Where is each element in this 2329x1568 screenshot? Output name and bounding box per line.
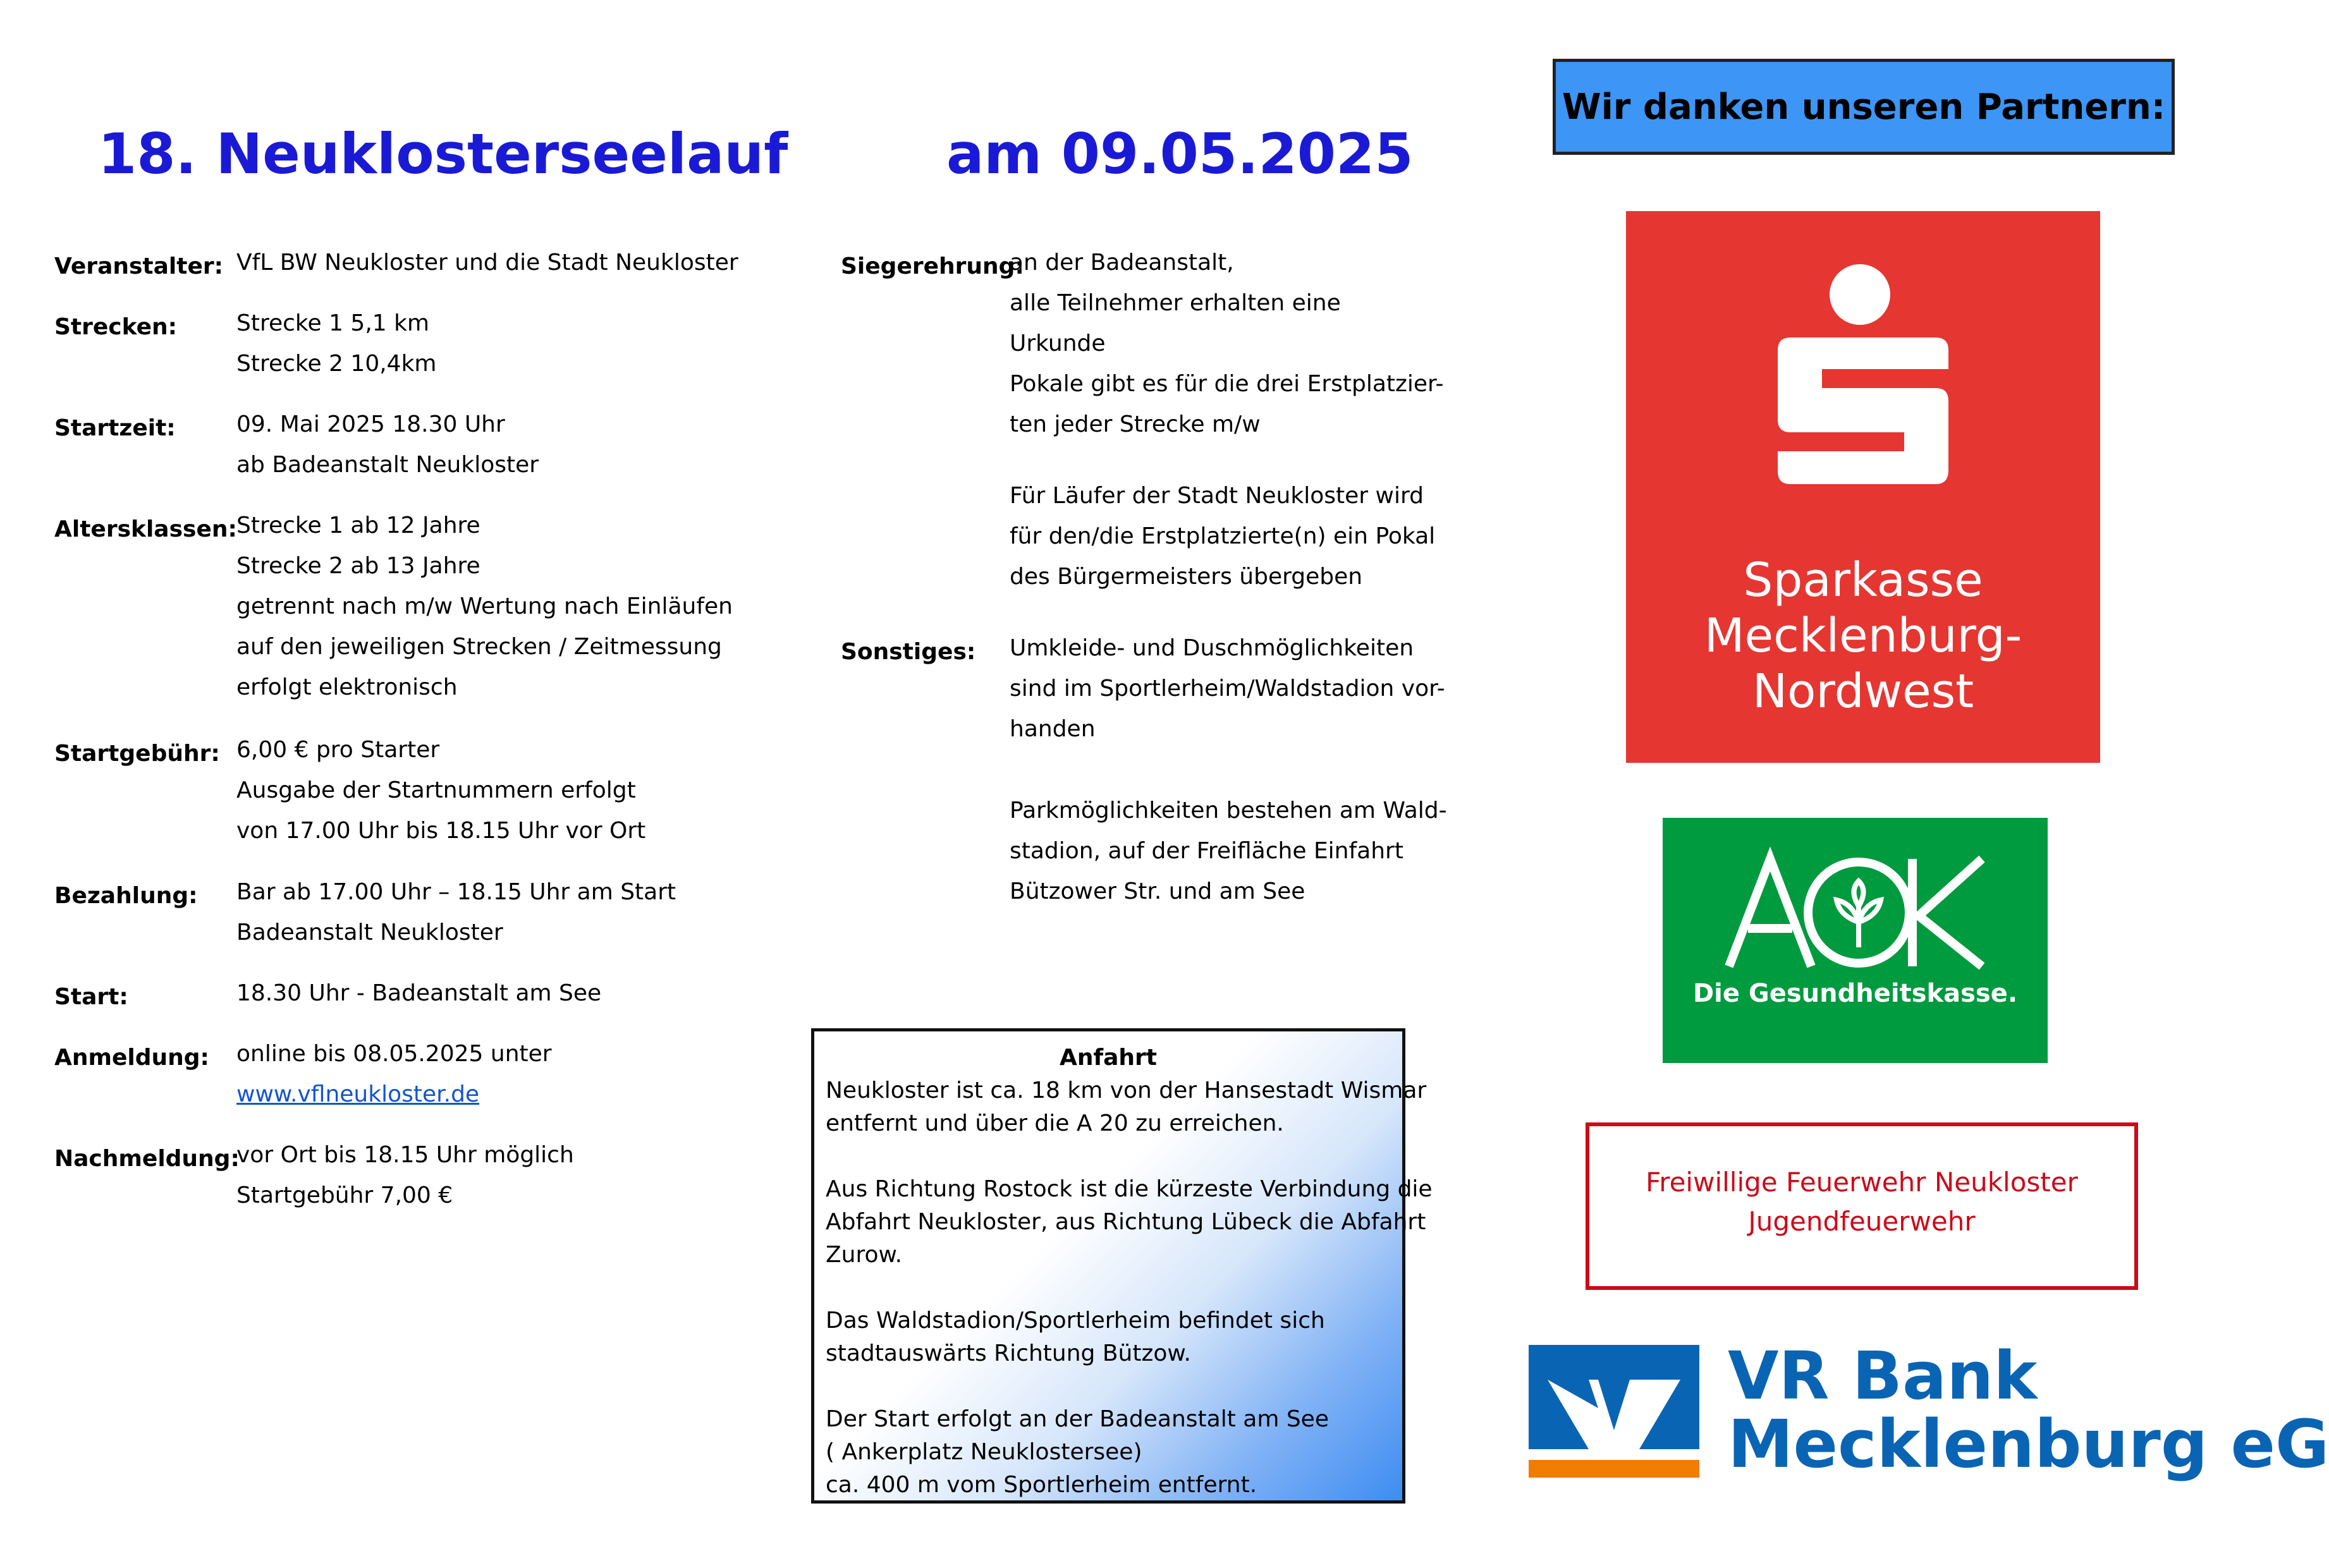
directions-line: Zurow. bbox=[826, 1242, 903, 1268]
parking-line: Parkmöglichkeiten bestehen am Wald- bbox=[1010, 798, 1447, 824]
info-line: 09. Mai 2025 18.30 Uhr bbox=[236, 411, 505, 437]
sparkasse-logo bbox=[1626, 211, 2100, 763]
info-value bbox=[236, 1135, 574, 1216]
info-value bbox=[236, 404, 539, 485]
directions-line: stadtauswärts Richtung Bützow. bbox=[826, 1340, 1191, 1366]
buergermeister-line: für den/die Erstplatzierte(n) ein Pokal bbox=[1010, 523, 1436, 549]
sonstiges-line: sind im Sportlerheim/Waldstadion vor- bbox=[1010, 676, 1445, 702]
info-label: Altersklassen: bbox=[54, 516, 237, 542]
feuerwehr-line-1: Freiwillige Feuerwehr Neukloster bbox=[1646, 1167, 2078, 1198]
info-line: 18.30 Uhr - Badeanstalt am See bbox=[236, 980, 602, 1006]
sonstiges-line: handen bbox=[1010, 716, 1096, 742]
siegerehrung-line: alle Teilnehmer erhalten eine bbox=[1010, 290, 1341, 316]
info-line: Ausgabe der Startnummern erfolgt bbox=[236, 777, 636, 803]
directions-line: Neukloster ist ca. 18 km von der Hansestadt Wismar bbox=[826, 1078, 1427, 1103]
sonstiges-line: Umkleide- und Duschmöglichkeiten bbox=[1010, 635, 1414, 661]
parking-line: Bützower Str. und am See bbox=[1010, 878, 1305, 904]
info-label: Anmeldung: bbox=[54, 1045, 209, 1071]
siegerehrung-text bbox=[1010, 243, 1444, 445]
siegerehrung-line: ten jeder Strecke m/w bbox=[1010, 411, 1261, 437]
info-line: Strecke 2 10,4km bbox=[236, 351, 437, 377]
aok-subtitle: Die Gesundheitskasse. bbox=[1692, 979, 2018, 1008]
info-line: online bis 08.05.2025 unter bbox=[236, 1041, 552, 1067]
siegerehrung-line: an der Badeanstalt, bbox=[1010, 250, 1234, 276]
directions-line: Abfahrt Neukloster, aus Richtung Lübeck die Abfahrt bbox=[826, 1209, 1426, 1235]
siegerehrung-line: Pokale gibt es für die drei Erstplatzier- bbox=[1010, 371, 1444, 397]
info-label: Bezahlung: bbox=[54, 883, 198, 909]
sparkasse-name-2: Mecklenburg- bbox=[1704, 609, 2022, 663]
parking-line: stadion, auf der Freifläche Einfahrt bbox=[1010, 838, 1403, 864]
buergermeister-line: des Bürgermeisters übergeben bbox=[1010, 564, 1363, 590]
siegerehrung-line: Urkunde bbox=[1010, 331, 1106, 356]
sonstiges-label: Sonstiges: bbox=[841, 639, 976, 665]
vrbank-name-1: VR Bank bbox=[1728, 1337, 2038, 1414]
info-line: Bar ab 17.00 Uhr – 18.15 Uhr am Start bbox=[236, 879, 676, 905]
buergermeister-line: Für Läufer der Stadt Neukloster wird bbox=[1010, 483, 1424, 509]
feuerwehr-line-2: Jugendfeuerwehr bbox=[1748, 1206, 1976, 1237]
parking-text bbox=[1010, 791, 1447, 912]
info-value bbox=[236, 243, 738, 283]
event-title: 18. Neuklosterseelauf bbox=[98, 121, 788, 186]
event-date-title: am 09.05.2025 bbox=[946, 121, 1414, 186]
info-line: ab Badeanstalt Neukloster bbox=[236, 452, 539, 478]
info-label: Veranstalter: bbox=[54, 253, 224, 279]
directions-line: Aus Richtung Rostock ist die kürzeste Verbindung die bbox=[826, 1176, 1433, 1202]
info-value bbox=[236, 872, 676, 953]
info-label: Startzeit: bbox=[54, 415, 176, 441]
paragraph-gap bbox=[826, 1370, 1391, 1403]
info-value bbox=[236, 506, 733, 708]
sonstiges-text bbox=[1010, 628, 1445, 750]
partners-heading-box bbox=[1553, 59, 2175, 155]
info-line: vor Ort bis 18.15 Uhr möglich bbox=[236, 1142, 574, 1168]
info-line: getrennt nach m/w Wertung nach Einläufen bbox=[236, 593, 733, 619]
buergermeister-text bbox=[1010, 476, 1435, 597]
vrbank-name-2: Mecklenburg eG bbox=[1728, 1406, 2329, 1483]
info-label: Start: bbox=[54, 984, 128, 1010]
directions-line: ( Ankerplatz Neuklostersee) bbox=[826, 1439, 1142, 1465]
info-label: Strecken: bbox=[54, 314, 178, 340]
directions-line: Das Waldstadion/Sportlerheim befindet sich bbox=[826, 1308, 1325, 1334]
sparkasse-name-1: Sparkasse bbox=[1743, 553, 1983, 607]
info-line: von 17.00 Uhr bis 18.15 Uhr vor Ort bbox=[236, 818, 646, 844]
aok-logo-icon bbox=[1723, 853, 1988, 973]
feuerwehr-box bbox=[1586, 1122, 2138, 1290]
registration-link[interactable]: www.vflneukloster.de bbox=[236, 1081, 480, 1107]
info-line: auf den jeweiligen Strecken / Zeitmessung bbox=[236, 634, 722, 660]
info-value bbox=[236, 1034, 552, 1115]
directions-heading: Anfahrt bbox=[1059, 1045, 1158, 1071]
info-line: 6,00 € pro Starter bbox=[236, 737, 440, 763]
partners-heading: Wir danken unseren Partnern: bbox=[1562, 86, 2166, 128]
info-line: erfolgt elektronisch bbox=[236, 674, 458, 700]
sparkasse-name-3: Nordwest bbox=[1752, 664, 1974, 719]
info-value bbox=[236, 730, 645, 851]
vrbank-mark-icon bbox=[1529, 1345, 1699, 1478]
info-value bbox=[236, 303, 437, 384]
directions-line: Der Start erfolgt an der Badeanstalt am See bbox=[826, 1406, 1329, 1432]
info-value bbox=[236, 973, 601, 1014]
info-line: Strecke 1 ab 12 Jahre bbox=[236, 513, 480, 538]
directions-box bbox=[811, 1028, 1433, 1504]
directions-line: entfernt und über die A 20 zu erreichen. bbox=[826, 1110, 1284, 1136]
paragraph-gap bbox=[826, 1272, 1391, 1304]
siegerehrung-label: Siegerehrung: bbox=[841, 253, 1024, 279]
info-line: Strecke 2 ab 13 Jahre bbox=[236, 553, 480, 579]
info-line: Startgebühr 7,00 € bbox=[236, 1182, 453, 1208]
directions-line: ca. 400 m vom Sportlerheim entfernt. bbox=[826, 1472, 1257, 1498]
aok-logo bbox=[1663, 818, 2048, 1063]
info-line: VfL BW Neukloster und die Stadt Neukloster bbox=[236, 250, 738, 276]
info-label: Startgebühr: bbox=[54, 741, 220, 767]
paragraph-gap bbox=[826, 1140, 1391, 1173]
info-label: Nachmeldung: bbox=[54, 1146, 240, 1172]
sparkasse-s-icon bbox=[1765, 262, 1961, 508]
vrbank-logo bbox=[1529, 1337, 2329, 1503]
directions-body bbox=[826, 1074, 1433, 1502]
info-line: Strecke 1 5,1 km bbox=[236, 310, 430, 336]
info-line: Badeanstalt Neukloster bbox=[236, 920, 503, 945]
